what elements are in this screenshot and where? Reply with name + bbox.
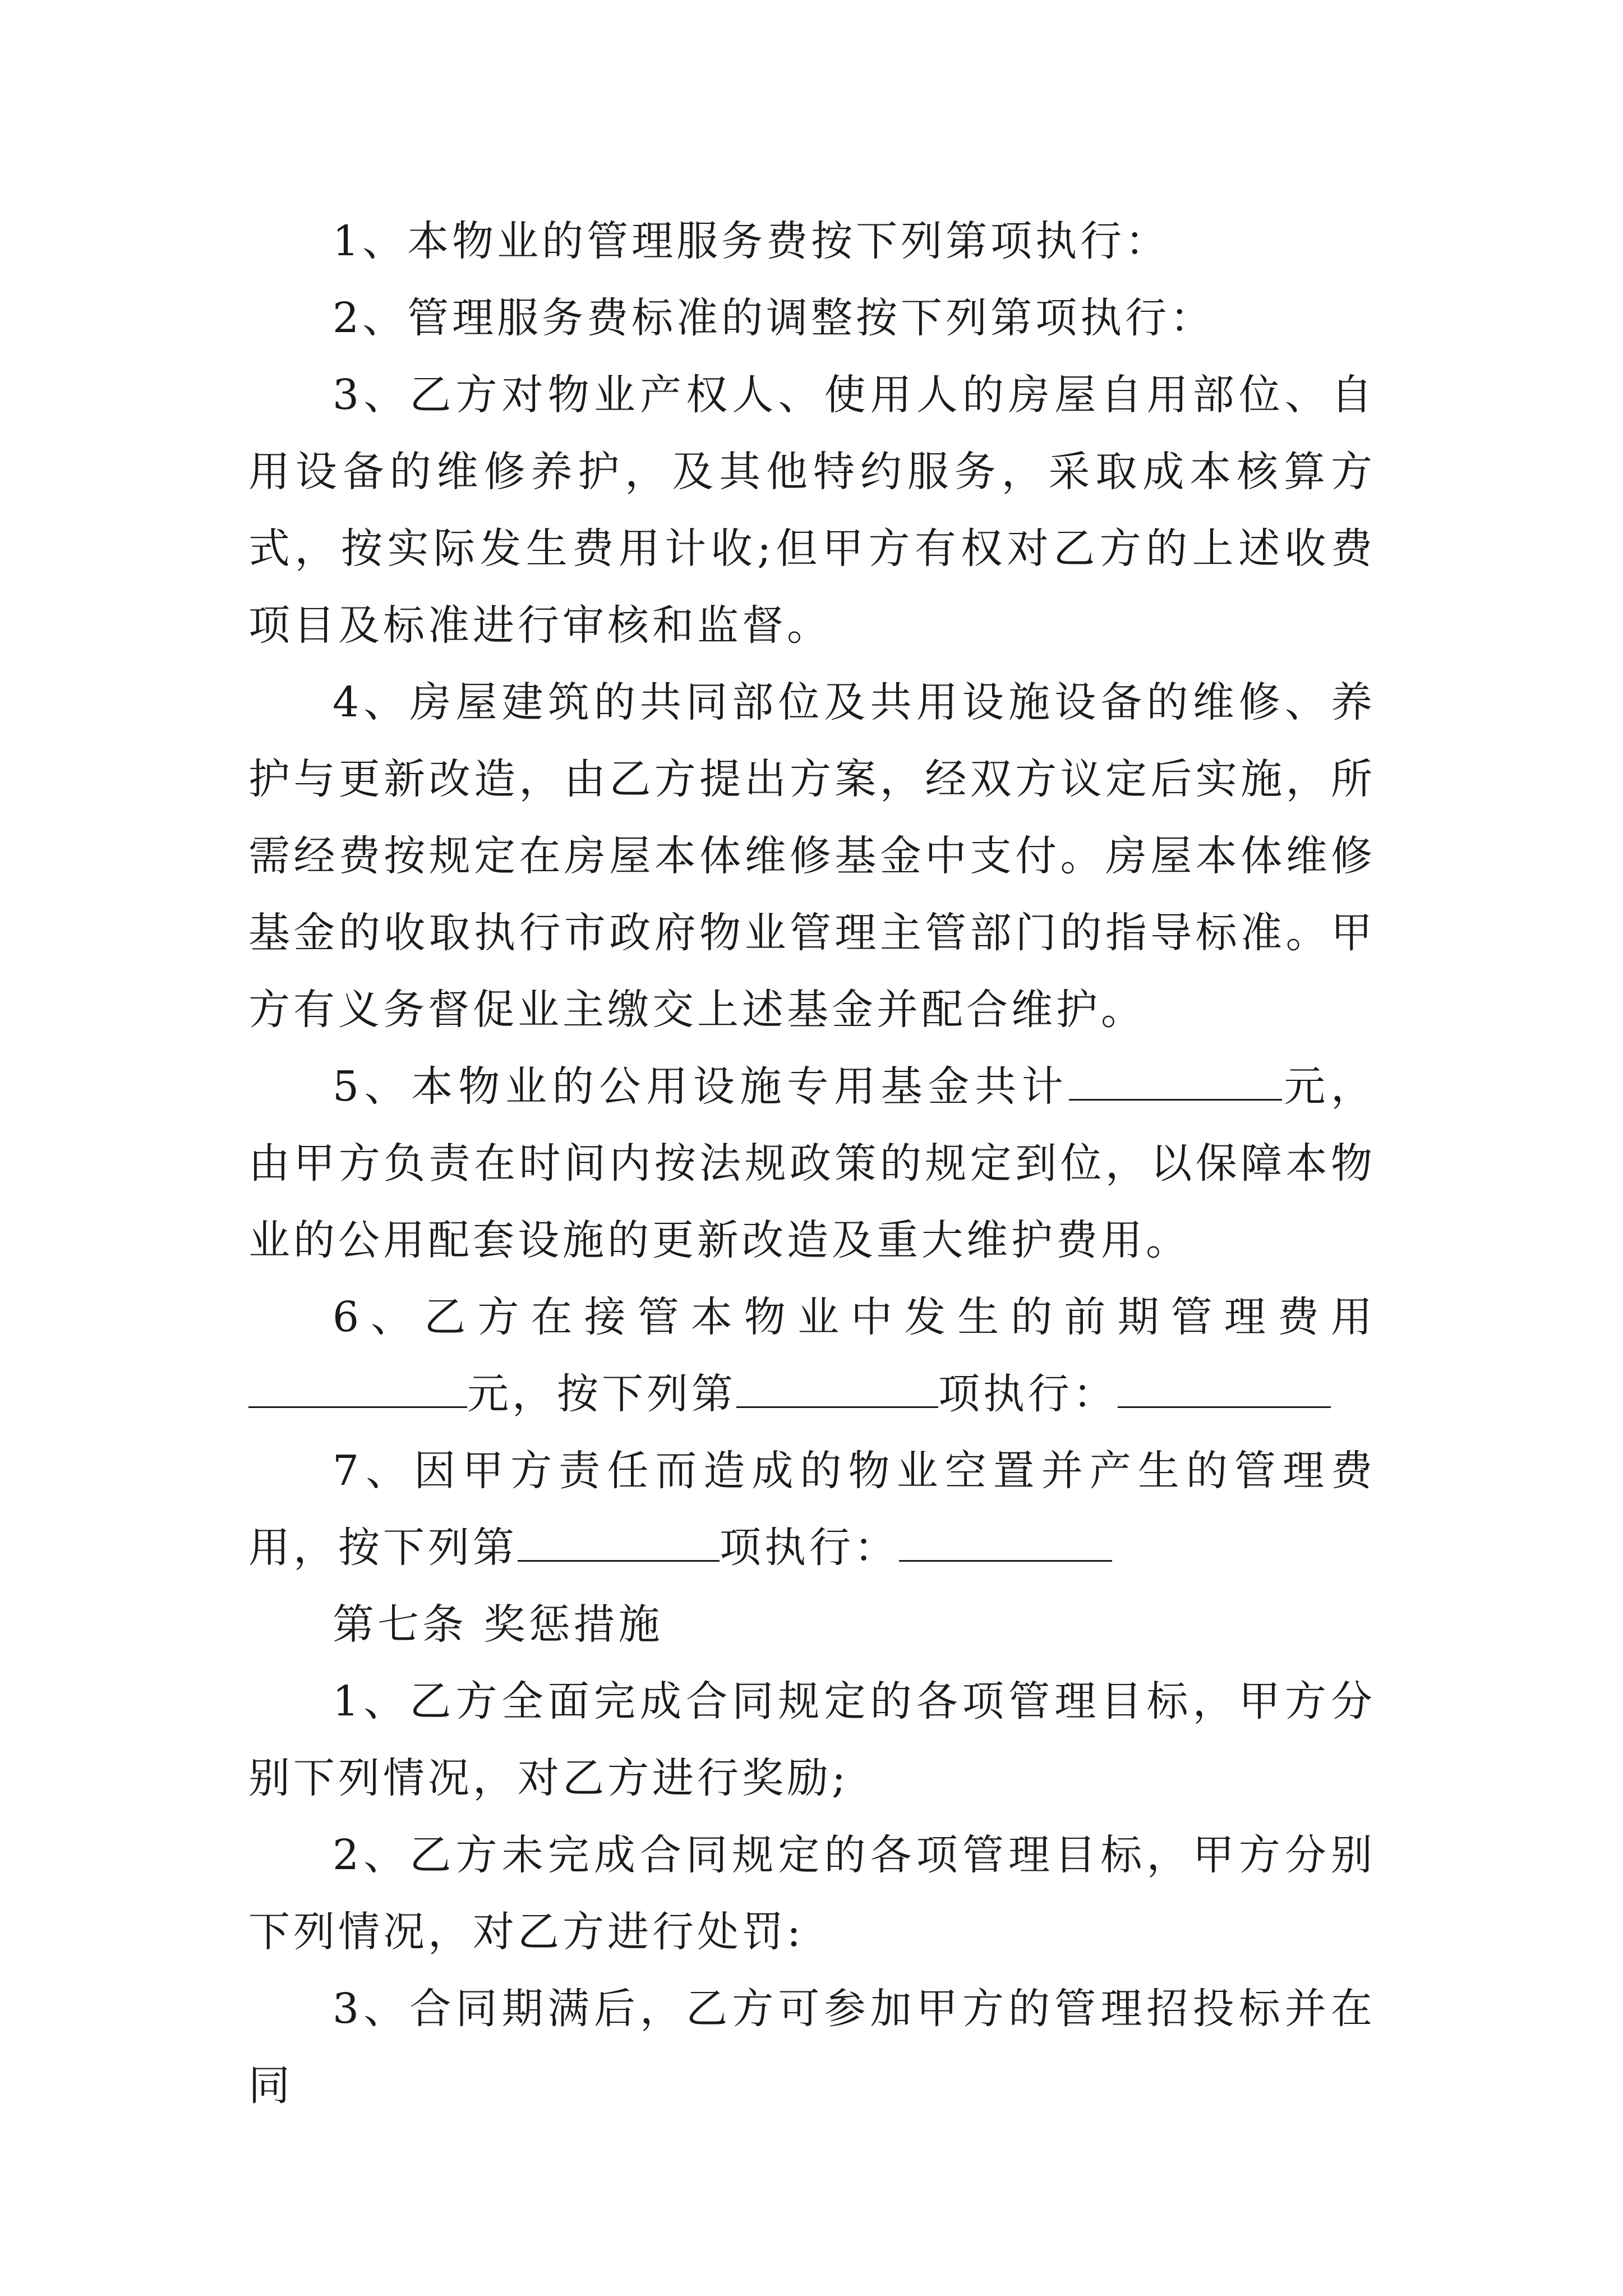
paragraph-vacancy-fee: [248, 1433, 1376, 1586]
paragraph-text: 2、乙方未完成合同规定的各项管理目标，甲方分别下列情况，对乙方进行处罚:: [248, 1831, 1376, 1956]
paragraph-text: 1、乙方全面完成合同规定的各项管理目标，甲方分别下列情况，对乙方进行奖励;: [248, 1677, 1376, 1802]
paragraph-common-parts-maintenance: [248, 664, 1376, 1048]
paragraph-penalty: [248, 1817, 1376, 1971]
paragraph-text: 2、管理服务费标准的调整按下列第项执行：: [333, 294, 1215, 342]
fill-in-blank[interactable]: [899, 1523, 1112, 1562]
paragraph-text: 3、乙方对物业产权人、使用人的房屋自用部位、自用设备的维修养护，及其他特约服务，采取成本核算方式，按实际发生费用计收;但甲方有权对乙方的上述收费项目及标准进行审核和监督。: [248, 371, 1376, 650]
paragraph-text: 元，按下列第: [467, 1370, 736, 1418]
heading-text: 第七条 奖惩措施: [333, 1600, 663, 1649]
fill-in-blank[interactable]: [1069, 1062, 1282, 1101]
paragraph-text: 元，由甲方负责在时间内按法规政策的规定到位，以保障本物业的公用配套设施的更新改造及重大维护费用。: [248, 1062, 1376, 1264]
fill-in-blank[interactable]: [1118, 1369, 1331, 1408]
paragraph-contract-expiry: [248, 1971, 1376, 2124]
paragraph-text: 7、因甲方责任而造成的物业空置并产生的管理费用，按下列第: [248, 1447, 1376, 1572]
paragraph-reward: [248, 1663, 1376, 1817]
document-body: [248, 203, 1376, 2124]
fill-in-blank[interactable]: [736, 1369, 938, 1408]
paragraph-preliminary-fee: [248, 1279, 1376, 1433]
section-heading: [248, 1586, 1376, 1663]
paragraph-text: 项执行：: [938, 1370, 1118, 1418]
paragraph-text: 项执行：: [720, 1524, 899, 1572]
paragraph-fee-item: [248, 203, 1376, 280]
paragraph-text: 1、本物业的管理服务费按下列第项执行：: [333, 217, 1170, 265]
paragraph-text: 6、乙方在接管本物业中发生的前期管理费用: [333, 1293, 1376, 1341]
paragraph-text: 4、房屋建筑的共同部位及共用设施设备的维修、养护与更新改造，由乙方提出方案，经双方议定后实施，所需经费按规定在房屋本体维修基金中支付。房屋本体维修基金的收取执行市政府物业管理主管部门的指导标准。甲方有义务督促业主缴交上述基金并配合维护。: [248, 678, 1376, 1034]
paragraph-text: 5、本物业的公用设施专用基金共计: [333, 1062, 1069, 1111]
paragraph-self-use-maintenance: [248, 357, 1376, 664]
paragraph-fee-adjustment: [248, 280, 1376, 357]
fill-in-blank[interactable]: [248, 1369, 467, 1408]
fill-in-blank[interactable]: [518, 1523, 720, 1562]
paragraph-public-facility-fund: [248, 1048, 1376, 1279]
paragraph-text: 3、合同期满后，乙方可参加甲方的管理招投标并在同: [248, 1985, 1376, 2110]
